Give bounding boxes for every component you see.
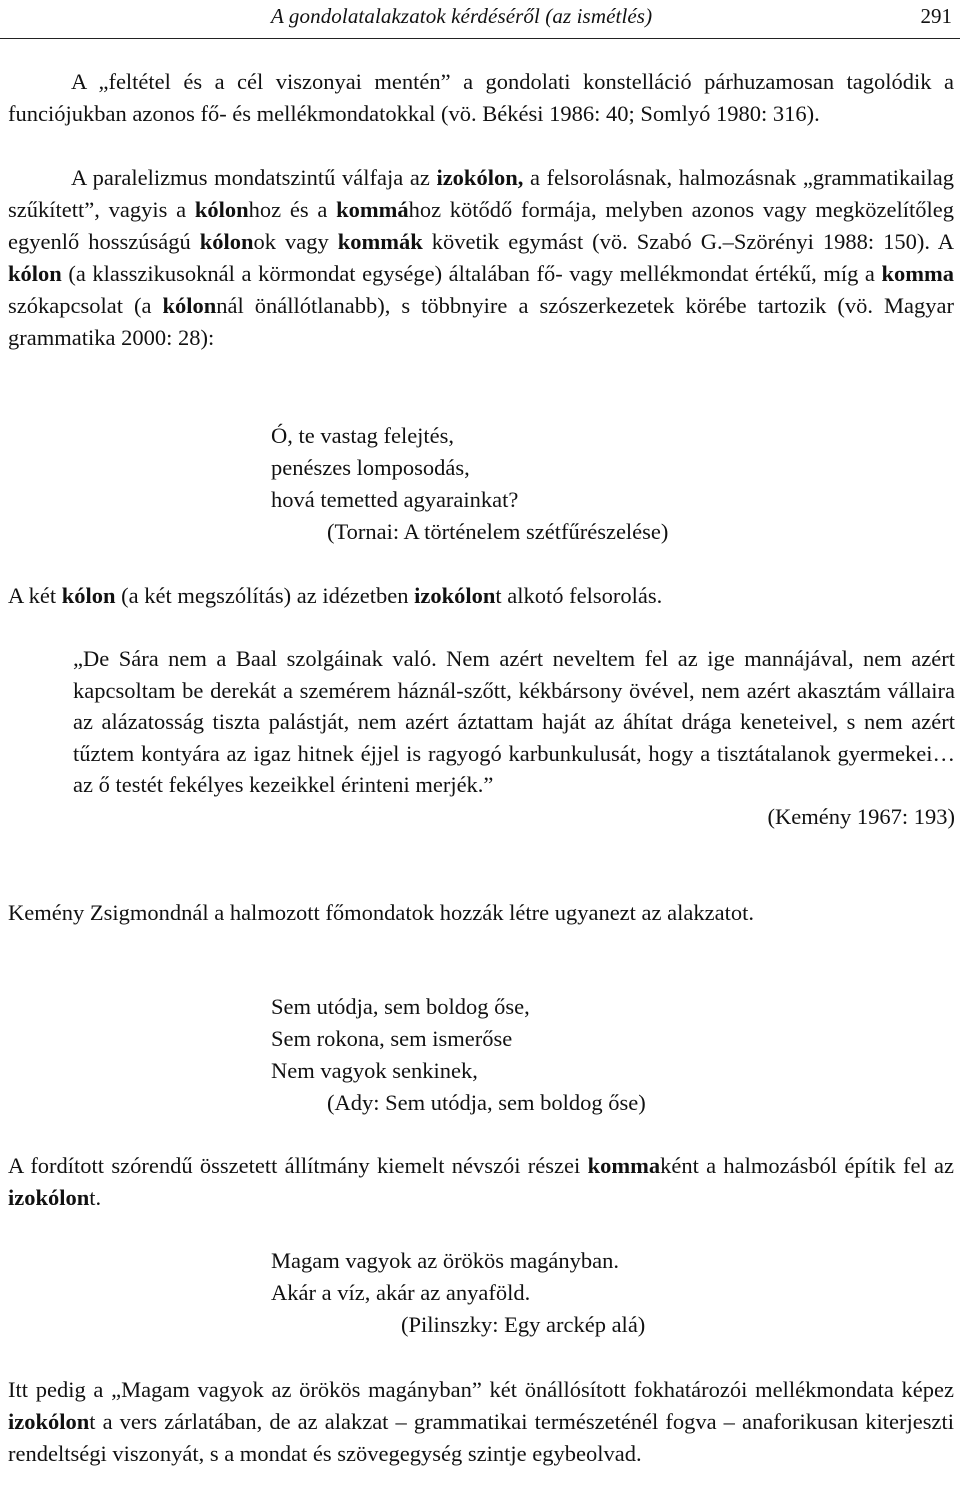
paragraph-4: Kemény Zsigmondnál a halmozott főmondatok hozzák létre ugyanezt az alakzatot.	[8, 900, 754, 925]
poem-line: Magam vagyok az örökös magányban.	[271, 1248, 620, 1273]
poem-line: Sem rokona, sem ismerőse	[271, 1026, 513, 1051]
poem-line: Nem vagyok senkinek,	[271, 1058, 478, 1083]
prose-quote-kemeny	[73, 643, 955, 832]
poem-quote-tornai	[271, 420, 668, 548]
running-header	[0, 0, 960, 39]
poem-source: (Tornai: A történelem szétfűrészelése)	[327, 519, 669, 544]
poem-source: (Ady: Sem utódja, sem boldog őse)	[327, 1090, 646, 1115]
quote-text: „De Sára nem a Baal szolgáinak való. Nem azért neveltem fel az ige mannájával, nem azért kapcsoltam be derekát a szemérem háznál-szőtt, kékbársony övével, nem azért akasztám vállaira az alázatosság tiszta palástját, nem azért áztattam haját az áhítat drága keneteivel, s nem azért tűztem kontyára az igaz hitnek éjjel is ragyogó karbunkulusát, hogy a tisztátalanok gyermekei… az ő testét fekélyes kezeikkel érinteni merjék.”	[73, 646, 955, 797]
page-number: 291	[920, 4, 952, 28]
paragraph-3: A két kólon (a két megszólítás) az idézetben izokólont alkotó felsorolás.	[8, 583, 663, 608]
poem-source: (Pilinszky: Egy arckép alá)	[401, 1312, 646, 1337]
paragraph-6: Itt pedig a „Magam vagyok az örökös magányban” két önállósított fokhatározói mellékmondata képez izokólont a vers zárlatában, de az alakzat – grammatikai természeténél fogva – anaforikusan kiterjeszti rendeltségi viszonyát, s a mondat és szövegegység szintje egybeolvad.	[8, 1377, 954, 1466]
poem-quote-ady	[271, 991, 646, 1119]
poem-line: Akár a víz, akár az anyaföld.	[271, 1280, 531, 1305]
running-title: A gondolatalakzatok kérdéséről (az ismétlés)	[271, 4, 653, 28]
poem-line: penészes lomposodás,	[271, 455, 470, 480]
paragraph-2: A paralelizmus mondatszintű válfaja az izokólon, a felsorolásnak, halmozásnak „grammatikailag szűkített”, vagyis a kólonhoz és a kommához kötődő formája, melyben azonos vagy megközelítőleg egyenlő hosszúságú kólonok vagy kommák követik egymást (vö. Szabó G.–Szörényi 1988: 150). A kólon (a klasszikusoknál a körmondat egysége) általában fő- vagy mellékmondat értékű, míg a komma szókapcsolat (a kólonnál önállótlanabb), s többnyire a szószerkezetek körébe tartozik (vö. Magyar grammatika 2000: 28):	[8, 165, 955, 350]
poem-line: Ó, te vastag felejtés,	[271, 423, 455, 448]
quote-source: (Kemény 1967: 193)	[767, 803, 955, 829]
poem-quote-pilinszky	[271, 1245, 645, 1341]
paragraph-5: A fordított szórendű összetett állítmány kiemelt névszói részei kommaként a halmozásból építik fel az izokólont.	[8, 1153, 955, 1210]
poem-line: Sem utódja, sem boldog őse,	[271, 994, 530, 1019]
paragraph-1: A „feltétel és a cél viszonyai mentén” a gondolati konstelláció párhuzamosan tagolódik a funciójukban azonos fő- és mellékmondatokkal (vö. Békési 1986: 40; Somlyó 1980: 316).	[8, 69, 954, 126]
poem-line: hová temetted agyarainkat?	[271, 487, 519, 512]
